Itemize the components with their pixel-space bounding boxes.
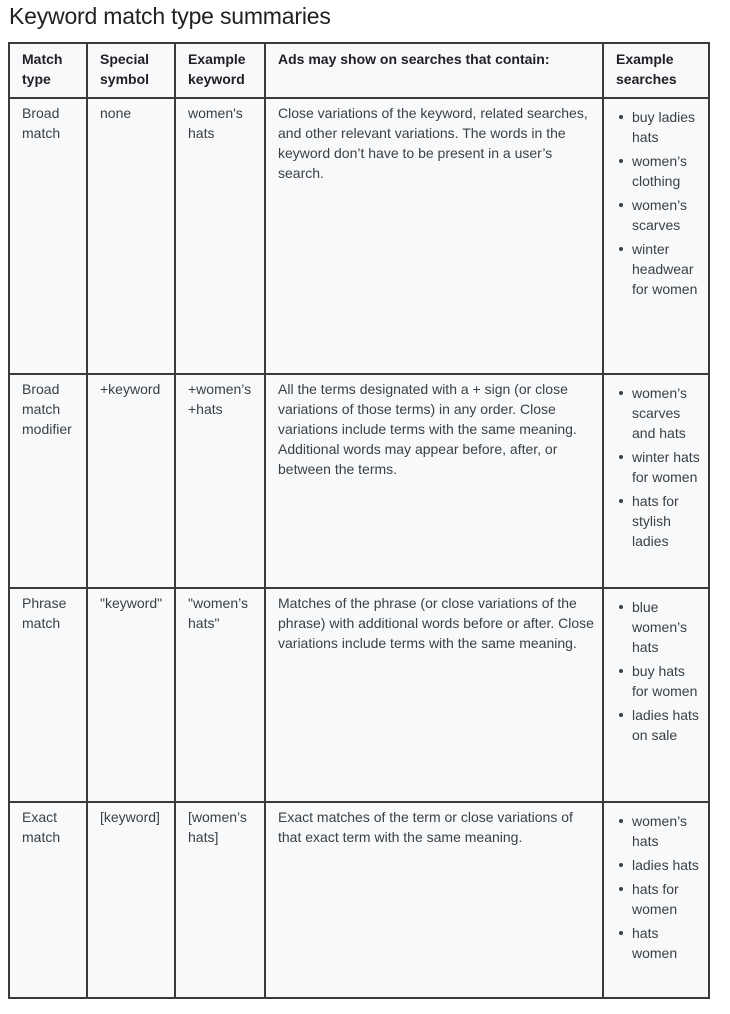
header-ads-may-show: Ads may show on searches that contain: — [265, 43, 603, 98]
cell-special-symbol: [keyword] — [87, 802, 175, 998]
header-example-searches: Example searches — [603, 43, 709, 98]
list-item: buy hats for women — [616, 661, 700, 701]
cell-example-keyword: [women’s hats] — [175, 802, 265, 998]
table-row — [9, 802, 709, 998]
cell-match-type: Broad match modifier — [9, 374, 87, 588]
page-title: Keyword match type summaries — [9, 3, 331, 29]
example-search-list — [616, 597, 700, 745]
table-row — [9, 98, 709, 374]
example-search-list — [616, 383, 700, 551]
list-item: blue women’s hats — [616, 597, 700, 657]
cell-special-symbol: "keyword" — [87, 588, 175, 802]
list-item: hats women — [616, 923, 700, 963]
example-search-list — [616, 107, 700, 299]
cell-match-type: Broad match — [9, 98, 87, 374]
cell-example-keyword: women's hats — [175, 98, 265, 374]
header-special-symbol: Special symbol — [87, 43, 175, 98]
header-match-type: Match type — [9, 43, 87, 98]
list-item: ladies hats — [616, 855, 700, 875]
example-search-list — [616, 811, 700, 963]
cell-ads-may-show: Close variations of the keyword, related searches, and other relevant variations. The words in the keyword don’t have to be present in a user’s search. — [265, 98, 603, 374]
list-item: women’s hats — [616, 811, 700, 851]
table-row — [9, 374, 709, 588]
cell-example-searches — [603, 374, 709, 588]
cell-example-keyword: "women’s hats" — [175, 588, 265, 802]
cell-match-type: Phrase match — [9, 588, 87, 802]
match-type-table — [8, 42, 710, 999]
list-item: women’s scarves — [616, 195, 700, 235]
cell-ads-may-show: Exact matches of the term or close variations of that exact term with the same meaning. — [265, 802, 603, 998]
list-item: hats for stylish ladies — [616, 491, 700, 551]
list-item: buy ladies hats — [616, 107, 700, 147]
cell-match-type: Exact match — [9, 802, 87, 998]
cell-example-searches — [603, 588, 709, 802]
header-example-keyword: Example keyword — [175, 43, 265, 98]
list-item: hats for women — [616, 879, 700, 919]
list-item: winter hats for women — [616, 447, 700, 487]
cell-special-symbol: +keyword — [87, 374, 175, 588]
cell-ads-may-show: All the terms designated with a + sign (or close variations of those terms) in any order. Close variations include terms with the same meaning. Additional words may appear before, after, or between the terms. — [265, 374, 603, 588]
list-item: winter headwear for women — [616, 239, 700, 299]
cell-special-symbol: none — [87, 98, 175, 374]
cell-example-searches — [603, 802, 709, 998]
cell-ads-may-show: Matches of the phrase (or close variations of the phrase) with additional words before or after. Close variations include terms with the same meaning. — [265, 588, 603, 802]
table-row — [9, 588, 709, 802]
list-item: ladies hats on sale — [616, 705, 700, 745]
table-header-row — [9, 43, 709, 98]
cell-example-searches — [603, 98, 709, 374]
cell-example-keyword: +women’s +hats — [175, 374, 265, 588]
list-item: women’s scarves and hats — [616, 383, 700, 443]
list-item: women’s clothing — [616, 151, 700, 191]
